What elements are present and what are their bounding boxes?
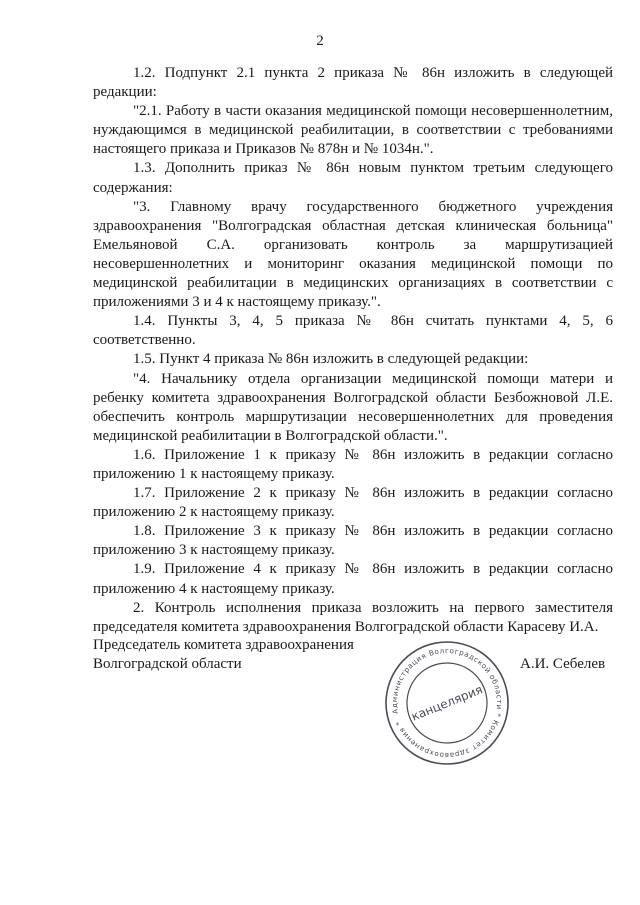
paragraph-1-5: 1.5. Пункт 4 приказа № 86н изложить в следующей редакции: [133, 351, 529, 368]
paragraph-1-7: 1.7. Приложение 2 к приказу № 86н изложить в редакции согласно приложению 2 к настоящему приказу. [93, 485, 613, 521]
paragraph-1-8: 1.8. Приложение 3 к приказу № 86н изложить в редакции согласно приложению 3 к настоящему приказу. [93, 523, 613, 559]
signer-name: А.И. Себелев [520, 656, 606, 672]
stamp-ring-text: Администрация Волгоградской области * Комитет здравоохранения * [389, 645, 505, 761]
office-stamp [370, 626, 524, 780]
paragraph-4-quote: "4. Начальнику отдела организации медицинской помощи матери и ребенку комитета здравоохранения Волгоградской области Безбожновой Л.Е. обеспечить контроль маршрутизации несовершеннолетних для проведения медицинской реабилитации в Волгоградской области.". [93, 370, 613, 444]
paragraph-1-9: 1.9. Приложение 4 к приказу № 86н изложить в редакции согласно приложению 4 к настоящему приказу. [93, 561, 613, 597]
signature-position-line-1: Председатель комитета здравоохранения [93, 637, 354, 653]
paragraph-2: 2. Контроль исполнения приказа возложить на первого заместителя председателя комитета здравоохранения Волгоградской области Карасеву И.А. [93, 599, 613, 635]
signature-position [93, 636, 393, 674]
stamp-center-text: канцелярия [409, 682, 485, 724]
paragraph-2-1-quote: "2.1. Работу в части оказания медицинской помощи несовершеннолетним, нуждающимся в медицинской реабилитации, в соответствии с требованиями настоящего приказа и Приказов № 878н и № 1034н.". [93, 103, 613, 158]
paragraph-1-2: 1.2. Подпункт 2.1 пункта 2 приказа № 86н изложить в следующей редакции: [93, 65, 613, 101]
signature-position-line-2: Волгоградской области [93, 656, 242, 672]
document-body [93, 64, 613, 637]
paragraph-1-6: 1.6. Приложение 1 к приказу № 86н изложить в редакции согласно приложению 1 к настоящему приказу. [93, 446, 613, 482]
paragraph-1-4: 1.4. Пункты 3, 4, 5 приказа № 86н считать пунктами 4, 5, 6 соответственно. [93, 313, 613, 349]
paragraph-3-quote: "3. Главному врачу государственного бюджетного учреждения здравоохранения "Волгоградская областная детская клиническая больница" Емельяновой С.А. организовать контроль за маршрутизацией несовершеннолетних и мониторинг оказания медицинской помощи по медицинской реабилитации в медицинских организациях в соответствии с приложениями 3 и 4 к настоящему приказу.". [93, 198, 613, 311]
paragraph-1-3: 1.3. Дополнить приказ № 86н новым пунктом третьим следующего содержания: [93, 160, 613, 196]
page-number: 2 [316, 33, 324, 49]
